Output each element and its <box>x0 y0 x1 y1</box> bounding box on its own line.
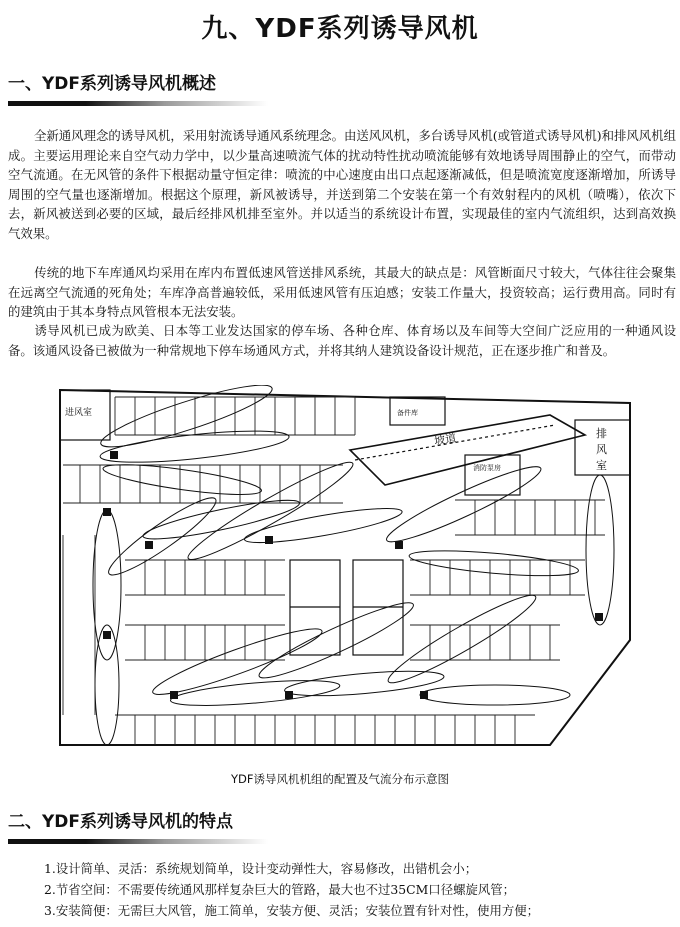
list-item: 3.安装简便：无需巨大风管，施工简单，安装方便、灵活；安装位置有针对性，使用方便； <box>44 903 540 918</box>
section-heading-text: 一、YDF系列诱导风机概述 <box>8 74 217 94</box>
parking-layout-diagram <box>55 385 635 760</box>
exhaust-room-label-1: 排 <box>596 427 607 440</box>
parking-stalls <box>63 397 605 745</box>
fan-icon <box>110 451 118 459</box>
paragraph-1 <box>8 126 676 244</box>
fan-icon <box>595 613 603 621</box>
fan-icon <box>285 691 293 699</box>
paragraph-2 <box>8 263 676 322</box>
storage-label: 备件库 <box>397 409 418 417</box>
exhaust-room-label-2: 风 <box>596 443 607 456</box>
heading-underline <box>8 839 268 844</box>
paragraph-text: 全新通风理念的诱导风机，采用射流诱导通风系统理念。由送风风机，多台诱导风机(或管道式诱导风机)和排风风机组成。主要运用理论来自空气动力学中，以少量高速喷流气体的扰动特性扰动喷流能够有效地诱导周围静止的空气，而带动空气流通。在无风管的条件下根据动量守恒定律：喷流的中心速度由出口点起逐渐减低，但是喷流宽度逐渐增加，所诱导周围的空气量也逐渐增加。根据这个原理，新风被诱导，并送到第二个安装在第一个有效射程内的风机（喷嘴），依次下去，新风被送到必要的区域，最后经排风机排至室外。并以适当的系统设计布置，实现最佳的室内气流组织，达到高效换气效果。 <box>8 128 676 241</box>
fan-icon <box>103 631 111 639</box>
section-heading-text: 二、YDF系列诱导风机的特点 <box>8 812 234 832</box>
paragraph-3 <box>8 321 676 360</box>
section-heading-features <box>8 810 348 844</box>
ramp-label: 坡道 <box>433 431 458 448</box>
feature-list <box>44 858 674 921</box>
fire-pump-room-label: 消防泵房 <box>473 464 501 472</box>
section-heading-overview <box>8 72 348 106</box>
paragraph-text: 传统的地下车库通风均采用在库内布置低速风管送排风系统，其最大的缺点是：风管断面尺寸较大，气体往往会聚集在远离空气流通的死角处；车库净高普遍较低，采用低速风管有压迫感；安装工作量大，投资较高；运行费用高。同时有的建筑由于其本身特点风管根本无法安装。 <box>8 265 676 320</box>
heading-underline <box>8 101 268 106</box>
list-item: 2.节省空间：不需要传统通风那样复杂巨大的管路，最大也不过35CM口径螺旋风管； <box>44 882 516 897</box>
paragraph-text: 诱导风机已成为欧美、日本等工业发达国家的停车场、各种仓库、体育场以及车间等大空间广泛应用的一种通风设备。该通风设备已被做为一种常规地下停车场通风方式，并将其纳人建筑设备设计规范，正在逐步推广和普及。 <box>8 323 676 358</box>
list-item: 1.设计简单、灵活：系统规划简单，设计变动弹性大，容易修改，出错机会小； <box>44 861 478 876</box>
ramp-outline <box>350 415 585 485</box>
page-title: 九、YDF系列诱导风机 <box>201 14 479 44</box>
figure-caption: YDF诱导风机机组的配置及气流分布示意图 <box>231 772 449 786</box>
fan-icon <box>145 541 153 549</box>
fan-icon <box>395 541 403 549</box>
garage-boundary <box>60 390 630 745</box>
fan-icon <box>103 508 111 516</box>
intake-room-label: 进风室 <box>65 408 93 418</box>
fan-icon <box>420 691 428 699</box>
fan-icon <box>265 536 273 544</box>
fire-pump-room-box <box>465 455 520 495</box>
exhaust-room-label-3: 室 <box>596 459 607 472</box>
fan-icon <box>170 691 178 699</box>
